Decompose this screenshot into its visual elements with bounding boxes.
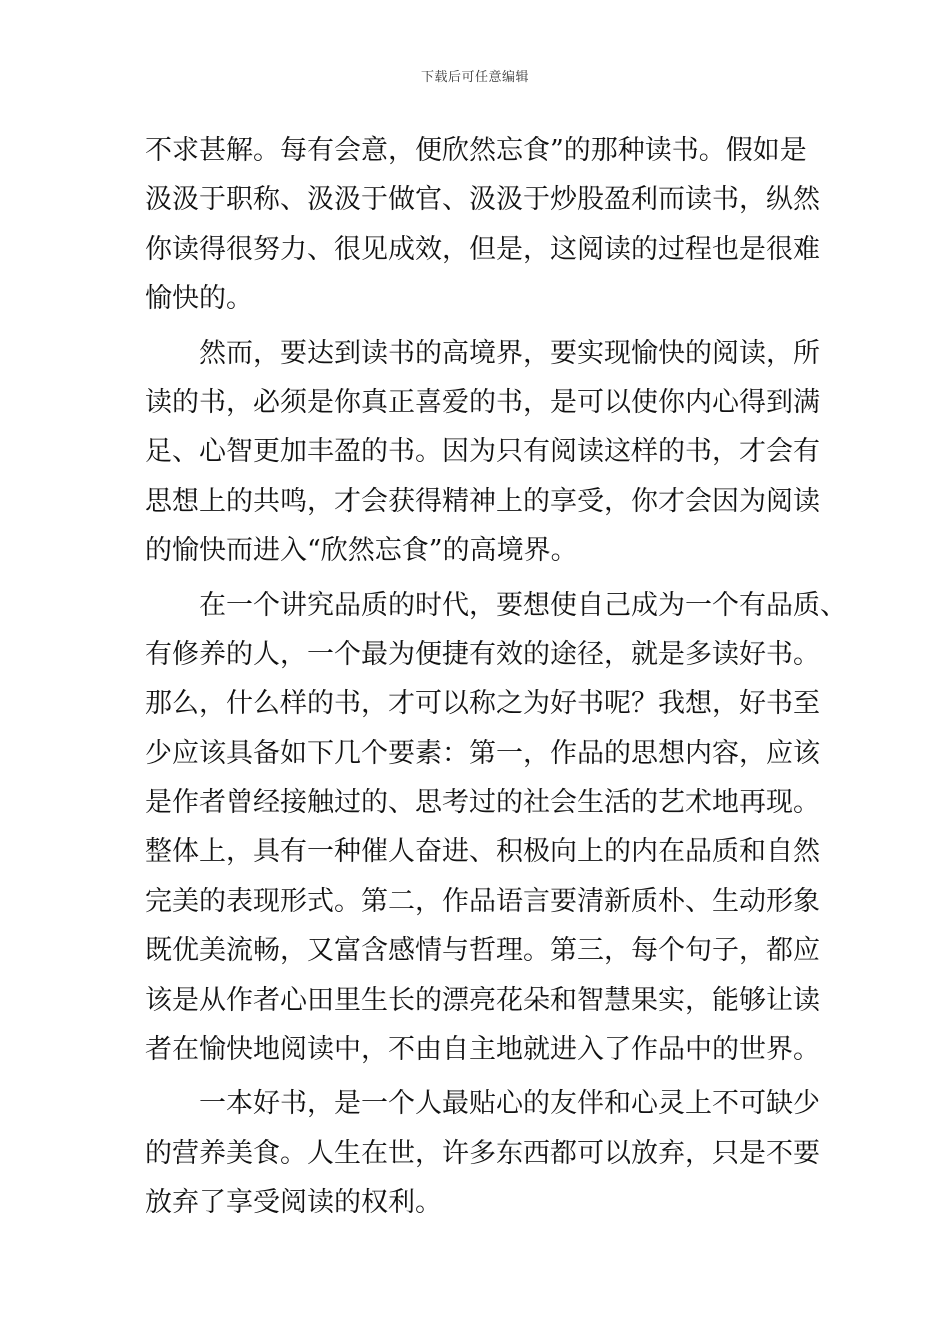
text-line: 足、心智更加丰盈的书。因为只有阅读这样的书，才会有 bbox=[145, 436, 820, 468]
text-line: 整体上，具有一种催人奋进、积极向上的内在品质和自然 bbox=[145, 836, 820, 868]
paragraph bbox=[145, 126, 825, 324]
text-line: 那么，什么样的书，才可以称之为好书呢？我想，好书至 bbox=[145, 688, 820, 720]
text-line: 的营养美食。人生在世，许多东西都可以放弃，只是不要 bbox=[145, 1137, 820, 1169]
text-line: 的愉快而进入“欣然忘食”的高境界。 bbox=[145, 535, 578, 567]
text-line: 既优美流畅，又富含感情与哲理。第三，每个句子，都应 bbox=[145, 935, 820, 967]
document-body bbox=[145, 126, 847, 1228]
text-line: 你读得很努力、很见成效，但是，这阅读的过程也是很难 bbox=[145, 233, 820, 265]
text-line: 少应该具备如下几个要素：第一，作品的思想内容，应该 bbox=[145, 737, 820, 769]
text-line: 愉快的。 bbox=[145, 283, 253, 315]
paragraph bbox=[145, 581, 847, 1075]
text-line: 读的书，必须是你真正喜爱的书，是可以使你内心得到满 bbox=[145, 386, 820, 418]
text-line: 有修养的人，一个最为便捷有效的途径，就是多读好书。 bbox=[145, 638, 820, 670]
text-line: 者在愉快地阅读中，不由自主地就进入了作品中的世界。 bbox=[145, 1034, 820, 1066]
text-line: 汲汲于职称、汲汲于做官、汲汲于炒股盈利而读书，纵然 bbox=[145, 184, 820, 216]
page-header: 下载后可任意编辑 bbox=[420, 70, 529, 85]
text-line: 然而，要达到读书的高境界，要实现愉快的阅读，所 bbox=[145, 337, 820, 369]
text-line: 在一个讲究品质的时代，要想使自己成为一个有品质、 bbox=[145, 589, 847, 621]
paragraph bbox=[145, 329, 825, 576]
text-line: 不求甚解。每有会意，便欣然忘食”的那种读书。假如是 bbox=[145, 135, 807, 166]
text-line: 一本好书，是一个人最贴心的友伴和心灵上不可缺少 bbox=[145, 1088, 820, 1120]
text-line: 放弃了享受阅读的权利。 bbox=[145, 1187, 442, 1219]
text-line: 思想上的共鸣，才会获得精神上的享受，你才会因为阅读 bbox=[145, 485, 820, 517]
text-line: 完美的表现形式。第二，作品语言要清新质朴、生动形象 bbox=[145, 885, 820, 917]
paragraph bbox=[145, 1079, 825, 1227]
text-line: 该是从作者心田里生长的漂亮花朵和智慧果实，能够让读 bbox=[145, 984, 820, 1016]
text-line: 是作者曾经接触过的、思考过的社会生活的艺术地再现。 bbox=[145, 787, 820, 819]
